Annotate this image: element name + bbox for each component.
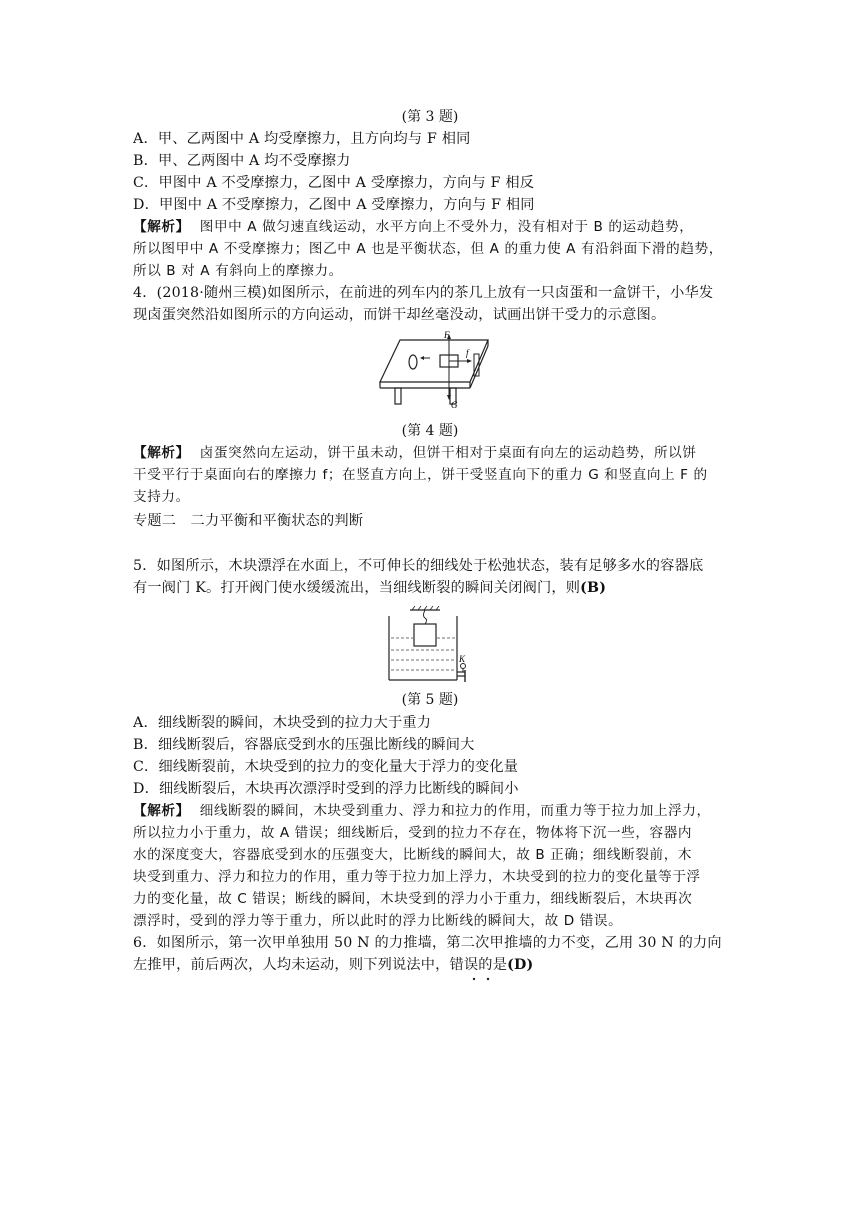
q4-analysis-line-2: 干受平行于桌面向右的摩擦力 f；在竖直方向上，饼干受竖直向下的重力 G 和竖直向上 F 的	[133, 467, 708, 483]
q3-option-c: C．甲图中 A 不受摩擦力，乙图中 A 受摩擦力，方向与 F 相反	[133, 175, 535, 191]
q5-option-d: D．细线断裂后，木块再次漂浮时受到的浮力比断线的瞬间小	[133, 781, 519, 797]
q5-figure-container	[385, 604, 475, 684]
q3-option-a: A．甲、乙两图中 A 均受摩擦力，且方向均与 F 相同	[133, 131, 471, 147]
q5-analysis-line-6: 漂浮时，受到的浮力等于重力，所以此时的浮力比断线的瞬间大，故 D 错误。	[133, 913, 623, 929]
q4-analysis-line-1	[133, 442, 733, 464]
q4-analysis-text-1: 卤蛋突然向左运动，饼干虽未动，但饼干相对于桌面有向左的运动趋势，所以饼	[199, 445, 697, 461]
q5-caption: (第 5 题)	[401, 692, 459, 708]
q5-option-c: C．细线断裂前，木块受到的拉力的变化量大于浮力的变化量	[133, 759, 519, 775]
q5-answer: (B)	[580, 580, 607, 596]
q5-analysis-line-3: 水的深度变大，容器底受到水的压强变大，比断线的瞬间大，故 B 正确；细线断裂前，木	[133, 847, 693, 863]
q6-answer: (D)	[507, 957, 534, 973]
q6-stem-text-2: 左推甲，前后两次，人均未运动，则下列说法中，错误的是	[133, 957, 508, 973]
q4-label-F: F	[444, 330, 450, 340]
topic-2-heading: 专题二 二力平衡和平衡状态的判断	[133, 513, 364, 529]
q5-analysis-line-5: 力的变化量，故 C 错误；断线的瞬间，木块受到的浮力小于重力，细线断裂后，木块再次	[133, 891, 693, 907]
q3-option-b: B．甲、乙两图中 A 均不受摩擦力	[133, 153, 351, 169]
q5-analysis-text-1: 细线断裂的瞬间，木块受到重力、浮力和拉力的作用，而重力等于拉力加上浮力，	[199, 803, 711, 819]
q3-option-d: D．甲图中 A 不受摩擦力，乙图中 A 受摩擦力，方向与 F 相同	[133, 197, 535, 213]
q6-stem-line-1: 6．如图所示，第一次甲单独用 50 N 的力推墙，第二次甲推墙的力不变，乙用 30 N 的力向	[133, 935, 722, 951]
q3-analysis-tag: 【解析】	[133, 219, 190, 235]
q3-caption: (第 3 题)	[401, 109, 459, 125]
q4-label-f: f	[466, 348, 469, 358]
q3-analysis-line-1	[133, 216, 733, 238]
q5-label-K: K	[459, 654, 466, 664]
q4-analysis-tag: 【解析】	[133, 445, 190, 461]
q3-analysis-text-1: 图甲中 A 做匀速直线运动，水平方向上不受外力，没有相对于 B 的运动趋势，	[199, 219, 694, 235]
q5-option-a: A．细线断裂的瞬间，木块受到的拉力大于重力	[133, 715, 432, 731]
q4-stem-line-1: 4．(2018·随州三模)如图所示，在前进的列车内的茶几上放有一只卤蛋和一盒饼干，小华发	[133, 285, 714, 301]
q5-stem-text-2: 有一阀门 K。打开阀门使水缓缓流出，当细线断裂的瞬间关闭阀门，则	[133, 580, 581, 596]
q5-stem-line-2	[133, 577, 733, 599]
q6-emphasis-dots	[467, 976, 497, 982]
q5-option-b: B．细线断裂后，容器底受到水的压强比断线的瞬间大	[133, 737, 475, 753]
q6-stem-line-2	[133, 954, 733, 976]
q4-label-G: G	[451, 400, 458, 410]
q4-figure-table	[370, 330, 500, 422]
q5-analysis-line-4: 块受到重力、浮力和拉力的作用，重力等于拉力加上浮力，木块受到的拉力的变化量等于浮	[133, 869, 701, 885]
q4-analysis-line-3: 支持力。	[133, 489, 190, 505]
q4-stem-line-2: 现卤蛋突然沿如图所示的方向运动，而饼干却丝毫没动，试画出饼干受力的示意图。	[133, 307, 666, 323]
q4-caption: (第 4 题)	[401, 423, 459, 439]
q3-analysis-line-2: 所以图甲中 A 不受摩擦力；图乙中 A 也是平衡状态，但 A 的重力使 A 有沿斜面下滑的趋势，	[133, 241, 723, 257]
q5-analysis-line-2: 所以拉力小于重力，故 A 错误；细线断后，受到的拉力不存在，物体将下沉一些，容器内	[133, 825, 693, 841]
q3-analysis-line-3: 所以 B 对 A 有斜向上的摩擦力。	[133, 263, 343, 279]
q5-analysis-tag: 【解析】	[133, 803, 190, 819]
q5-stem-line-1: 5．如图所示，木块漂浮在水面上，不可伸长的细线处于松弛状态，装有足够多水的容器底	[133, 558, 704, 574]
q5-analysis-line-1	[133, 800, 733, 822]
